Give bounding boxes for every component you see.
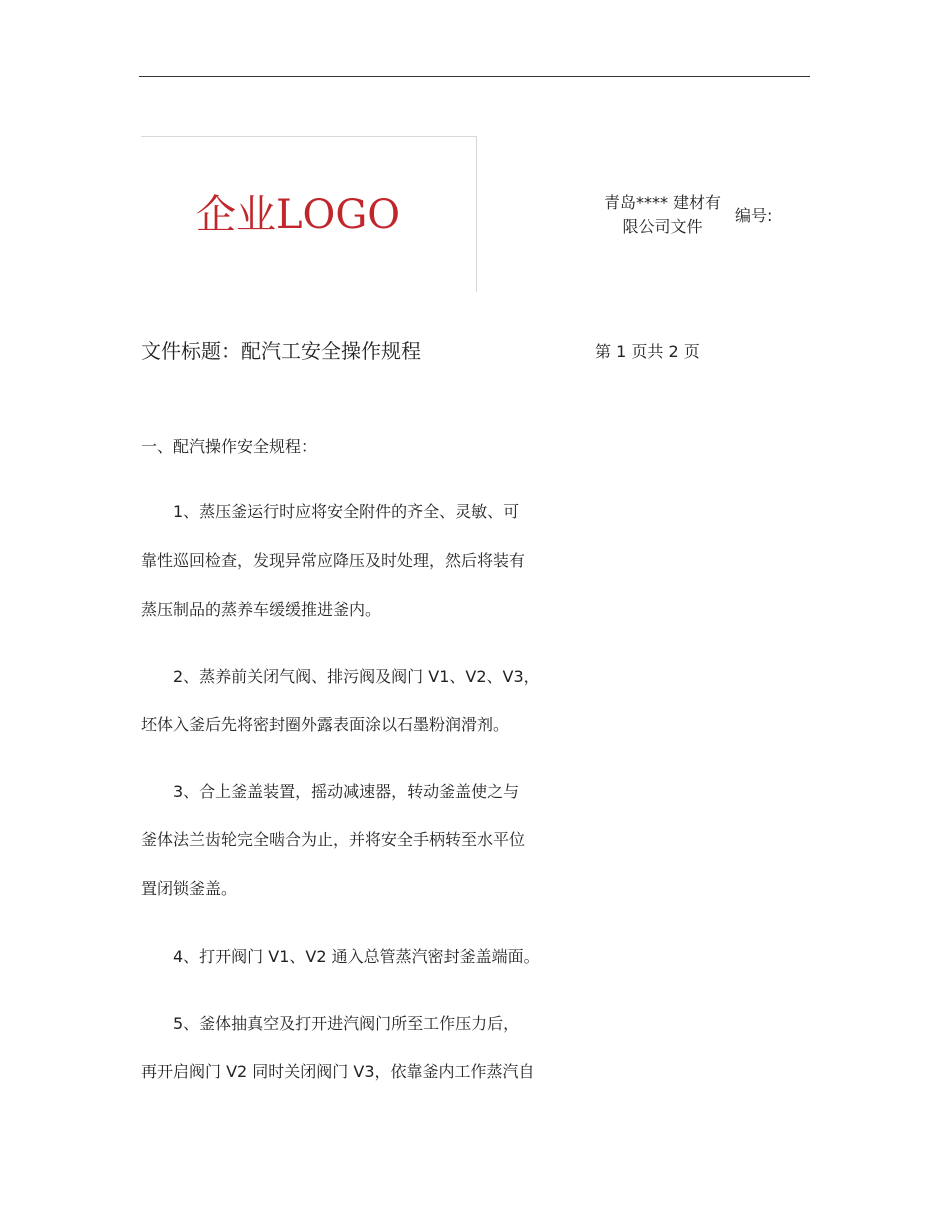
company-name-line1: 青岛**** 建材有 [603,193,722,212]
company-logo [141,136,477,292]
page-info: 第 1 页共 2 页 [595,342,700,361]
body-line: 釜体法兰齿轮完全啮合为止，并将安全手柄转至水平位 [141,830,526,849]
body-line: 置闭锁釜盖。 [141,879,238,898]
body-line: 再开启阀门 V2 同时关闭阀门 V3，依靠釜内工作蒸汽自 [141,1062,535,1081]
logo-text: 企业LOGO [196,192,401,238]
body-line: 蒸压制品的蒸养车缓缓推进釜内。 [141,600,382,619]
section-heading: 一、配汽操作安全规程： [141,437,318,456]
doc-number-label: 编号: [735,206,773,225]
company-name [590,191,735,239]
company-name-line2: 限公司文件 [622,217,703,236]
body-line: 1、蒸压釜运行时应将安全附件的齐全、灵敏、可 [173,502,520,521]
body-line: 2、蒸养前关闭气阀、排污阀及阀门 V1、V2、V3， [173,667,540,686]
header-rule [139,76,810,77]
body-line: 3、合上釜盖装置，摇动减速器，转动釜盖使之与 [173,782,520,801]
document-title: 文件标题：配汽工安全操作规程 [141,339,421,363]
body-line: 5、釜体抽真空及打开进汽阀门所至工作压力后， [173,1014,520,1033]
body-line: 靠性巡回检查，发现异常应降压及时处理，然后将装有 [141,551,526,570]
body-line: 4、打开阀门 V1、V2 通入总管蒸汽密封釜盖端面。 [173,947,540,966]
body-line: 坯体入釜后先将密封圈外露表面涂以石墨粉润滑剂。 [141,715,510,734]
